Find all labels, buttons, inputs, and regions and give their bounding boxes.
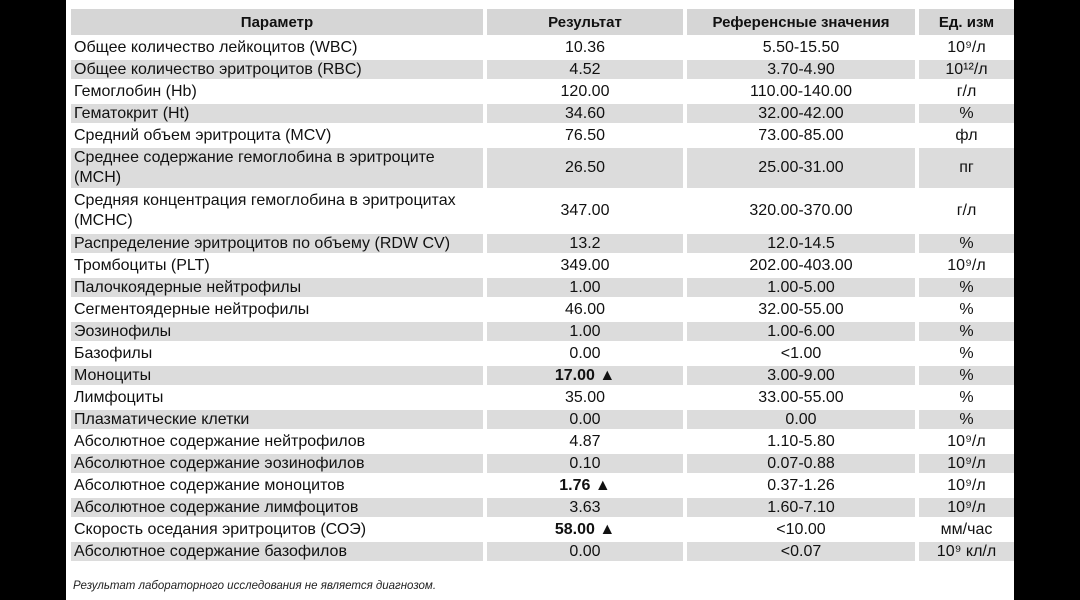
row-result: 120.00 [483, 82, 683, 101]
row-reference: <10.00 [683, 520, 915, 539]
table-row [71, 520, 1014, 539]
row-unit: 10⁹/л [915, 38, 1014, 57]
row-param: Гемоглобин (Hb) [74, 83, 197, 100]
row-reference: 3.00-9.00 [683, 366, 915, 385]
header-result: Результат [483, 9, 683, 35]
table-row [71, 542, 1014, 561]
row-unit: % [915, 300, 1014, 319]
row-result: 1.00 [483, 322, 683, 341]
row-reference: 25.00-31.00 [683, 148, 915, 188]
row-param: Базофилы [74, 345, 153, 362]
row-param: Абсолютное содержание эозинофилов [71, 454, 483, 473]
results-table [71, 6, 1014, 564]
row-param: Абсолютное содержание моноцитов [74, 477, 345, 494]
row-unit: % [915, 322, 1014, 341]
row-result-flagged: 1.76 ▲ [483, 476, 683, 495]
row-unit: мм/час [915, 520, 1014, 539]
row-param: Лимфоциты [74, 389, 164, 406]
table-row [71, 126, 1014, 145]
row-reference: 1.10-5.80 [683, 432, 915, 451]
row-reference: 3.70-4.90 [683, 60, 915, 79]
row-unit: % [915, 388, 1014, 407]
row-result: 4.87 [483, 432, 683, 451]
table-row [71, 256, 1014, 275]
row-param: Среднее содержание гемоглобина в эритроците (MCH) [71, 148, 483, 188]
row-result: 13.2 [483, 234, 683, 253]
row-unit: % [915, 234, 1014, 253]
table-row [71, 476, 1014, 495]
table-row [71, 300, 1014, 319]
row-unit: 10⁹/л [915, 256, 1014, 275]
row-param: Гематокрит (Ht) [71, 104, 483, 123]
table-row [71, 410, 1014, 429]
table-row [71, 322, 1014, 341]
table-row [71, 60, 1014, 79]
row-result: 347.00 [483, 191, 683, 231]
table-row [71, 234, 1014, 253]
row-reference: 1.60-7.10 [683, 498, 915, 517]
row-result: 34.60 [483, 104, 683, 123]
row-result: 3.63 [483, 498, 683, 517]
row-reference: 32.00-55.00 [683, 300, 915, 319]
row-unit: фл [915, 126, 1014, 145]
row-reference: 1.00-5.00 [683, 278, 915, 297]
row-reference: 110.00-140.00 [683, 82, 915, 101]
table-row [71, 148, 1014, 188]
row-reference: 32.00-42.00 [683, 104, 915, 123]
row-unit: % [915, 104, 1014, 123]
report-sheet [66, 0, 1014, 600]
row-unit: % [915, 366, 1014, 385]
table-header-row [71, 9, 1014, 35]
table-row [71, 498, 1014, 517]
header-param: Параметр [71, 9, 483, 35]
header-unit: Ед. изм [915, 9, 1014, 35]
row-param: Абсолютное содержание лимфоцитов [71, 498, 483, 517]
row-result: 35.00 [483, 388, 683, 407]
row-result: 0.10 [483, 454, 683, 473]
row-result: 349.00 [483, 256, 683, 275]
table-row [71, 344, 1014, 363]
row-reference: 73.00-85.00 [683, 126, 915, 145]
row-reference: 0.37-1.26 [683, 476, 915, 495]
header-reference: Референсные значения [683, 9, 915, 35]
row-unit: % [915, 344, 1014, 363]
row-param: Общее количество лейкоцитов (WBC) [74, 39, 358, 56]
row-unit: 10⁹/л [915, 454, 1014, 473]
row-result: 26.50 [483, 148, 683, 188]
row-reference: 5.50-15.50 [683, 38, 915, 57]
row-unit: 10⁹/л [915, 476, 1014, 495]
table-row [71, 432, 1014, 451]
table-row [71, 104, 1014, 123]
row-param: Сегментоядерные нейтрофилы [74, 301, 310, 318]
row-unit: г/л [915, 82, 1014, 101]
row-unit: г/л [915, 191, 1014, 231]
row-unit: пг [915, 148, 1014, 188]
row-param: Абсолютное содержание нейтрофилов [74, 433, 366, 450]
row-param: Распределение эритроцитов по объему (RDW CV) [71, 234, 483, 253]
row-param: Моноциты [71, 366, 483, 385]
table-row [71, 366, 1014, 385]
row-result: 46.00 [483, 300, 683, 319]
row-param: Плазматические клетки [71, 410, 483, 429]
table-row [71, 454, 1014, 473]
row-result-flagged: 17.00 ▲ [483, 366, 683, 385]
row-result: 0.00 [483, 344, 683, 363]
row-param: Общее количество эритроцитов (RBC) [71, 60, 483, 79]
row-param: Абсолютное содержание базофилов [71, 542, 483, 561]
row-reference: 0.07-0.88 [683, 454, 915, 473]
row-unit: % [915, 278, 1014, 297]
row-param: Палочкоядерные нейтрофилы [71, 278, 483, 297]
row-unit: 10¹²/л [915, 60, 1014, 79]
table-row [71, 278, 1014, 297]
row-reference: 202.00-403.00 [683, 256, 915, 275]
row-result: 0.00 [483, 542, 683, 561]
row-reference: <1.00 [683, 344, 915, 363]
row-result: 10.36 [483, 38, 683, 57]
row-result: 4.52 [483, 60, 683, 79]
row-unit: 10⁹/л [915, 432, 1014, 451]
row-param: Тромбоциты (PLT) [74, 257, 210, 274]
table-row [71, 38, 1014, 57]
row-reference: 33.00-55.00 [683, 388, 915, 407]
table-row [71, 388, 1014, 407]
row-param: Средний объем эритроцита (MCV) [74, 127, 332, 144]
row-param: Средняя концентрация гемоглобина в эритроцитах (MCHC) [74, 192, 456, 229]
row-unit: 10⁹/л [915, 498, 1014, 517]
table-row [71, 82, 1014, 101]
row-result-flagged: 58.00 ▲ [483, 520, 683, 539]
row-unit: 10⁹ кл/л [915, 542, 1014, 561]
row-result: 76.50 [483, 126, 683, 145]
row-reference: 1.00-6.00 [683, 322, 915, 341]
row-result: 1.00 [483, 278, 683, 297]
row-param: Эозинофилы [71, 322, 483, 341]
row-reference: 320.00-370.00 [683, 191, 915, 231]
row-result: 0.00 [483, 410, 683, 429]
row-reference: <0.07 [683, 542, 915, 561]
row-unit: % [915, 410, 1014, 429]
row-param: Скорость оседания эритроцитов (СОЭ) [74, 521, 367, 538]
table-row [71, 191, 1014, 231]
row-reference: 0.00 [683, 410, 915, 429]
disclaimer-footnote: Результат лабораторного исследования не является диагнозом. [73, 580, 437, 592]
row-reference: 12.0-14.5 [683, 234, 915, 253]
